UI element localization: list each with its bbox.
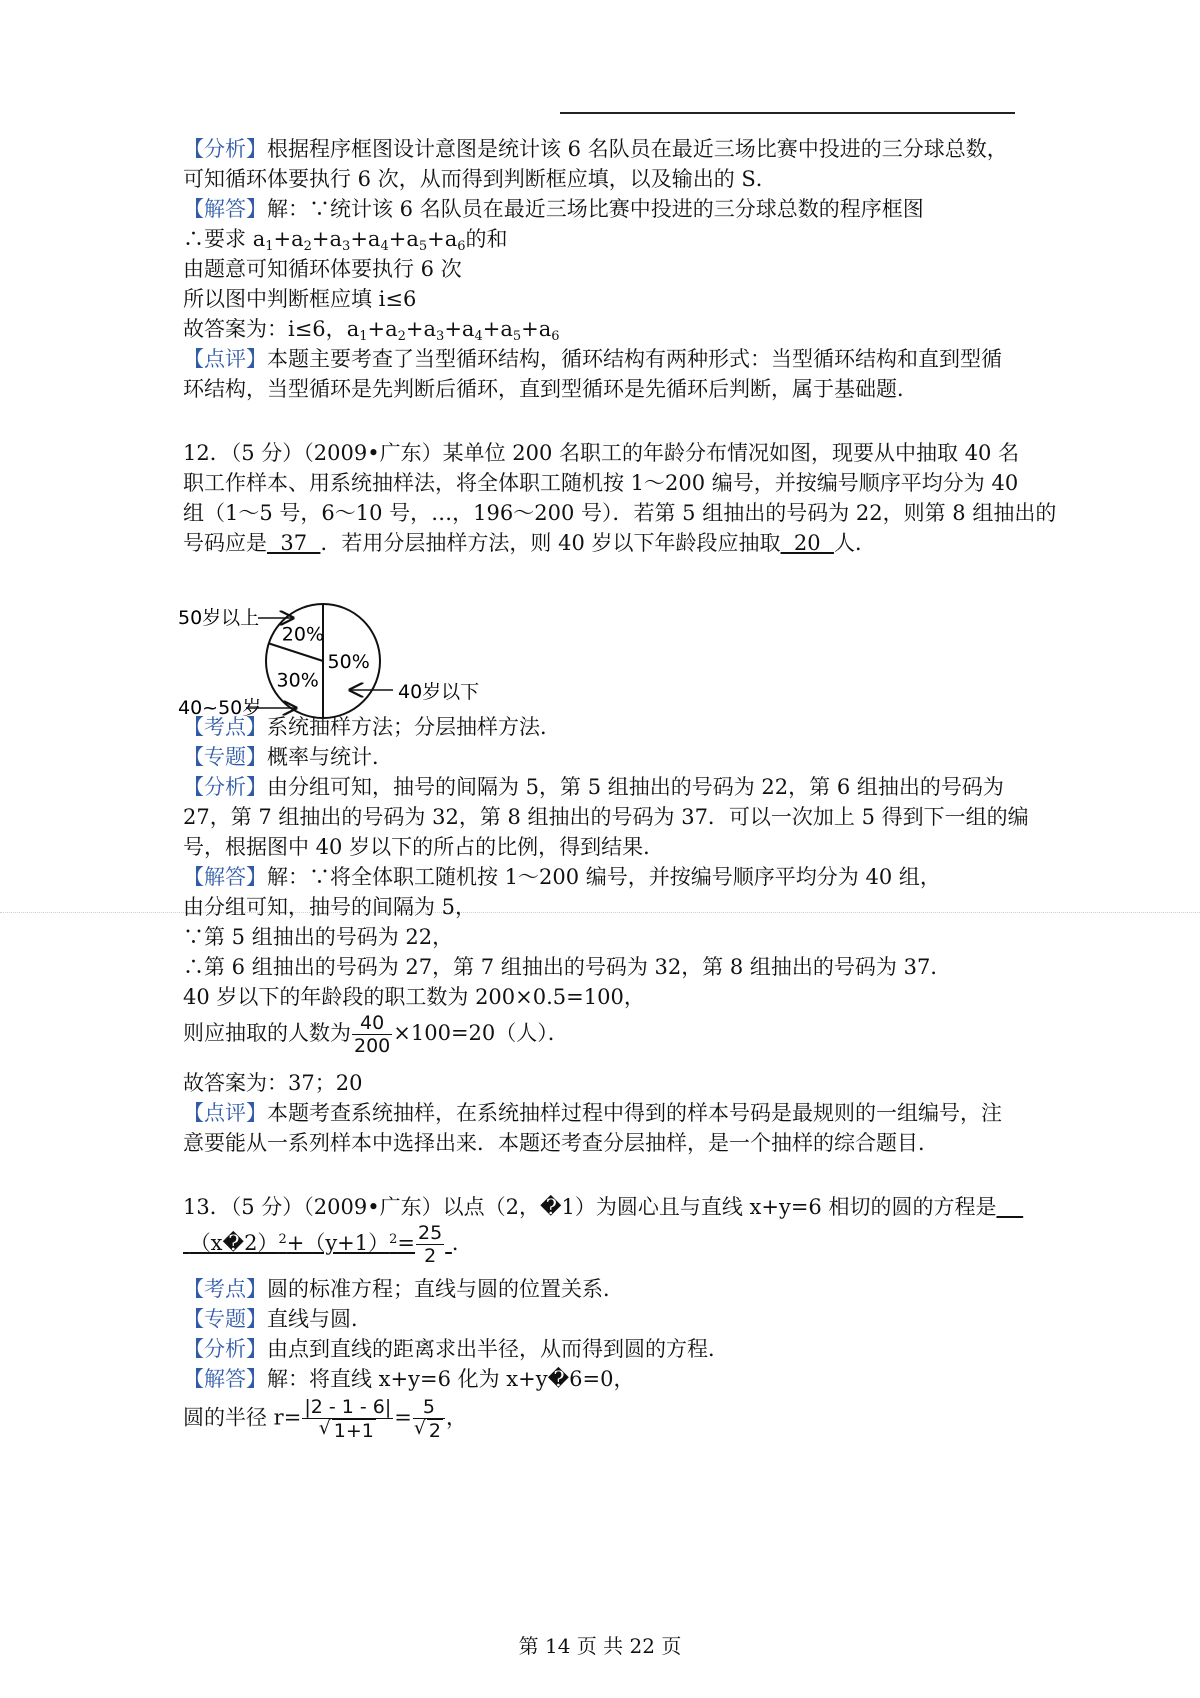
denominator (302, 1419, 393, 1442)
text: ×100=20（人）． (393, 1021, 569, 1045)
text: 直线与圆． (267, 1307, 372, 1331)
text: 由分组可知，抽号的间隔为 5， (183, 895, 477, 919)
q13-stem-line (183, 1194, 1023, 1220)
solution-line (183, 196, 924, 222)
answer-rule (560, 112, 1015, 114)
text-line (183, 924, 453, 950)
text-line (183, 834, 664, 860)
q13-fenxi (183, 1336, 729, 1362)
sqrt: √ 2 (427, 1419, 443, 1442)
text: ， (445, 1405, 467, 1430)
answer-blank: 37 (267, 531, 321, 555)
fraction (352, 1012, 392, 1057)
tag-comment: 【点评】 (183, 347, 267, 371)
text: ∵第 5 组抽出的号码为 22， (183, 925, 454, 949)
age-pie-chart (178, 598, 508, 728)
denominator: 200 (354, 1035, 391, 1057)
tag-solution: 【解答】 (183, 865, 267, 889)
text: ∴第 6 组抽出的号码为 27，第 7 组抽出的号码为 32，第 8 组抽出的号码为 37． (183, 955, 952, 979)
numerator: 25 (418, 1222, 443, 1244)
q13-zhuanti (183, 1306, 372, 1332)
denominator: 2 (424, 1245, 437, 1267)
fraction (413, 1396, 445, 1442)
text: 27，第 7 组抽出的号码为 32，第 8 组抽出的号码为 37．可以一次加上 5 得到下一组的编 (183, 805, 1029, 829)
text: 圆的标准方程；直线与圆的位置关系． (267, 1277, 624, 1301)
q12-stem-line (183, 500, 1056, 526)
text: 可知循环体要执行 6 次，从而得到判断框应填，以及输出的 S． (183, 167, 777, 191)
pie-value-label: 50% (327, 651, 370, 673)
text: 的和 (465, 227, 508, 251)
q12-kaodian (183, 714, 561, 740)
q13-jieda (183, 1366, 634, 1392)
text: 故答案为：i≤6， (183, 317, 347, 341)
pie-category-label: 40~50岁 (178, 697, 262, 719)
text: 解：将直线 x+y=6 化为 x+y�6=0， (267, 1367, 635, 1391)
text: ． (451, 1231, 473, 1255)
text-line (183, 894, 476, 920)
text: 12．（5 分）（2009•广东）某单位 200 名职工的年龄分布情况如图，现要从中抽取 40 名 (183, 441, 1020, 465)
text-line (183, 984, 645, 1010)
text: 解：∵统计该 6 名队员在最近三场比赛中投进的三分球总数的程序框图 (267, 197, 924, 221)
q12-stem-line (183, 440, 1019, 466)
text: 概率与统计． (267, 745, 393, 769)
sqrt: √ 1+1 (332, 1419, 376, 1442)
text: ∴要求 (183, 227, 253, 251)
text: 所以图中判断框应填 i≤6 (183, 287, 417, 311)
text-line (183, 166, 777, 192)
tag-zhuanti: 【专题】 (183, 1307, 267, 1331)
text-line (183, 286, 416, 312)
text: 意要能从一系列样本中选择出来．本题还考查分层抽样，是一个抽样的综合题目． (183, 1131, 939, 1155)
q12-jieda (183, 864, 941, 890)
text-line (183, 256, 462, 282)
text: 40 岁以下的年龄段的职工数为 200×0.5=100， (183, 985, 645, 1009)
text: 根据程序框图设计意图是统计该 6 名队员在最近三场比赛中投进的三分球总数， (267, 137, 1008, 161)
text-line (183, 1130, 939, 1156)
text: +（y+1） (286, 1231, 390, 1255)
q12-stem-line (183, 530, 876, 556)
q12-fenxi (183, 774, 1004, 800)
pie-category-label: 40岁以下 (398, 681, 480, 703)
text: 由分组可知，抽号的间隔为 5，第 5 组抽出的号码为 22，第 6 组抽出的号码为 (267, 775, 1004, 799)
numerator: 5 (413, 1396, 445, 1419)
comment-line (183, 346, 1002, 372)
text: 由题意可知循环体要执行 6 次 (183, 257, 462, 281)
text: 本题考查系统抽样，在系统抽样过程中得到的样本号码是最规则的一组编号，注 (267, 1101, 1002, 1125)
pie-slice-edge (269, 643, 323, 661)
pie-value-label: 20% (281, 623, 325, 646)
text: 圆的半径 r= (183, 1405, 302, 1430)
text-line (183, 376, 918, 402)
divider (0, 912, 1200, 913)
q12-stem-line (183, 470, 1018, 496)
text: 由点到直线的距离求出半径，从而得到圆的方程． (267, 1337, 729, 1361)
text-line (183, 804, 1029, 830)
formula-line (183, 226, 508, 252)
pie-category-label: 50岁以上 (178, 607, 260, 629)
tag-solution: 【解答】 (183, 1367, 267, 1391)
tag-zhuanti: 【专题】 (183, 745, 267, 769)
tag-solution: 【解答】 (183, 197, 267, 221)
tag-analysis: 【分析】 (183, 137, 267, 161)
q13-kaodian (183, 1276, 624, 1302)
tag-kaodian: 【考点】 (183, 1277, 267, 1301)
tag-kaodian: 【考点】 (183, 715, 267, 739)
fraction (416, 1222, 444, 1267)
text: 环结构，当型循环是先判断后循环，直到型循环是先循环后判断，属于基础题． (183, 377, 918, 401)
text: 13．（5 分）（2009•广东）以点（2，�1）为圆心且与直线 x+y=6 相切的圆的方程是 (183, 1195, 997, 1219)
exponent: 2 (389, 1232, 398, 1247)
numerator: |2 - 1 - 6| (304, 1396, 392, 1418)
denominator (413, 1419, 445, 1442)
pie-value-label: 30% (276, 669, 319, 692)
text: 号码应是 (183, 531, 267, 555)
answer-line (183, 1070, 362, 1096)
text: 人． (833, 531, 876, 555)
text: （x�2） (189, 1231, 279, 1255)
fraction (302, 1396, 393, 1442)
exponent: 2 (278, 1232, 287, 1247)
text: 职工作样本、用系统抽样法，将全体职工随机按 1～200 编号，并按编号顺序平均分为 40 (183, 471, 1019, 495)
answer-blank: 20 (780, 531, 834, 555)
sum-formula: $a_1+a_2+a_3+a_4+a_5+a_6$ (346, 317, 560, 344)
radius-line: 圆的半径 r= |2 - 1 - 6| √ 1+1 = 5 √ 2 ， (183, 1396, 467, 1442)
text-line (183, 954, 951, 980)
tag-comment: 【点评】 (183, 1101, 267, 1125)
text: 组（1～5 号，6～10 号，…，196～200 号）．若第 5 组抽出的号码为 22，则第 8 组抽出的 (183, 501, 1057, 525)
answer-line (183, 316, 560, 342)
text: 系统抽样方法；分层抽样方法． (267, 715, 561, 739)
text: ．若用分层抽样方法，则 40 岁以下年龄段应抽取 (320, 531, 781, 555)
analysis-line (183, 136, 1008, 162)
text: 故答案为：37；20 (183, 1071, 363, 1095)
page-footer: 第 14 页 共 22 页 (518, 1634, 682, 1658)
answer-blank (183, 1222, 452, 1267)
q13-answer-line (183, 1222, 473, 1267)
text: 号，根据图中 40 岁以下的所占的比例，得到结果． (183, 835, 665, 859)
tag-analysis: 【分析】 (183, 775, 267, 799)
sum-formula: $a_1+a_2+a_3+a_4+a_5+a_6$ (252, 227, 466, 254)
q12-dianping (183, 1100, 1002, 1126)
fraction-line (183, 1012, 569, 1057)
q12-zhuanti (183, 744, 393, 770)
text: 本题主要考查了当型循环结构，循环结构有两种形式：当型循环结构和直到型循 (267, 347, 1002, 371)
text: 解：∵将全体职工随机按 1～200 编号，并按编号顺序平均分为 40 组， (267, 865, 941, 889)
tag-analysis: 【分析】 (183, 1337, 267, 1361)
numerator: 40 (352, 1012, 392, 1035)
text: 则应抽取的人数为 (183, 1021, 351, 1045)
answer-blank (996, 1195, 1023, 1219)
text: = (397, 1231, 416, 1255)
